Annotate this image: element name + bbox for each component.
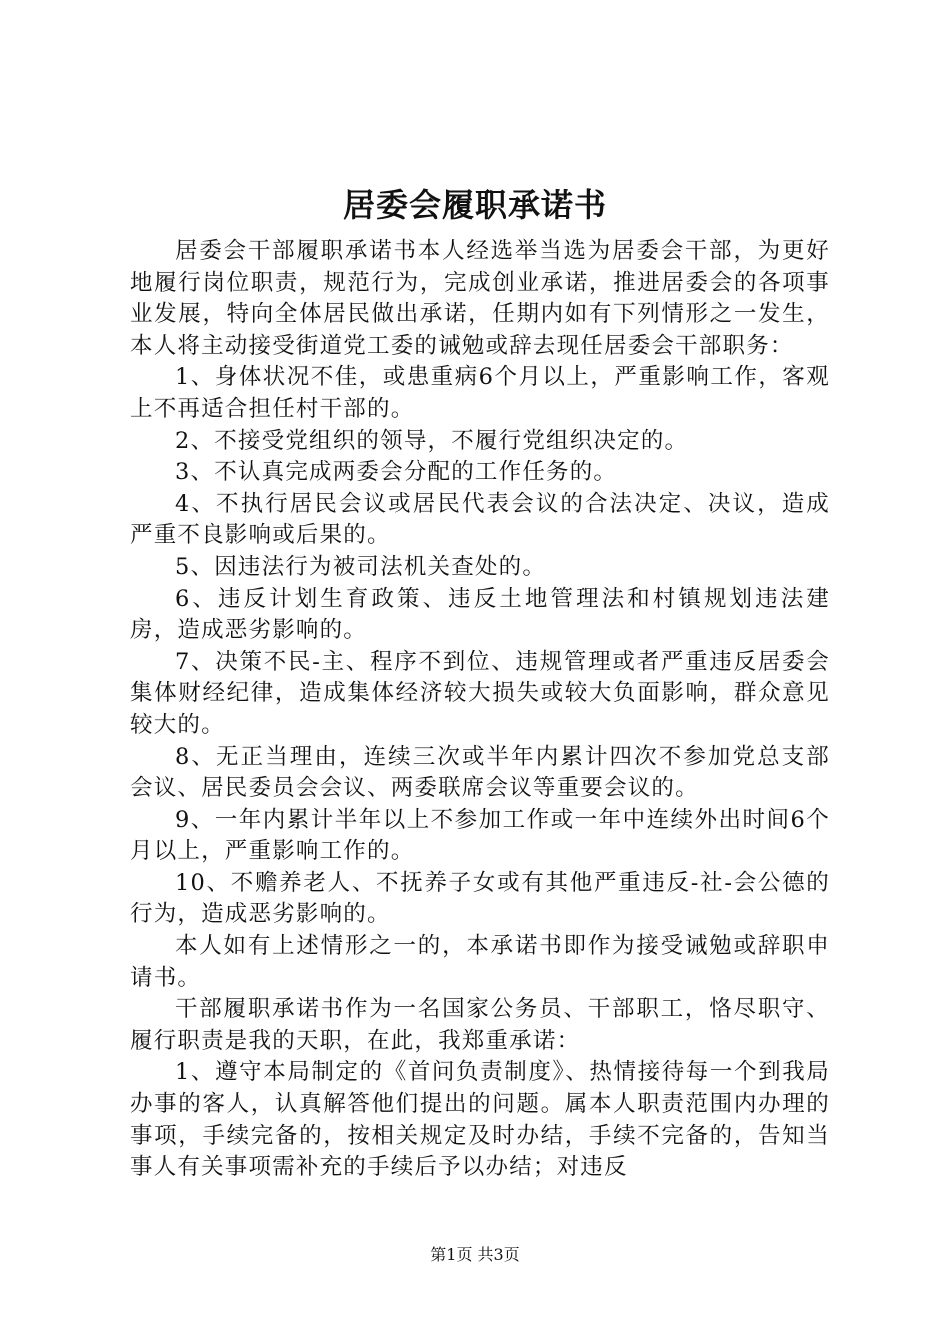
paragraph-item-6: 6、违反计划生育政策、违反土地管理法和村镇规划违法建房，造成恶劣影响的。 <box>130 585 830 644</box>
page-footer: 第1页 共3页 <box>430 1245 520 1264</box>
document-body <box>130 236 830 1184</box>
paragraph-item-10: 10、不赡养老人、不抚养子女或有其他严重违反-社-会公德的行为，造成恶劣影响的。 <box>130 869 830 928</box>
paragraph-item-4: 4、不执行居民会议或居民代表会议的合法决定、决议，造成严重不良影响或后果的。 <box>130 490 830 549</box>
document-title: 居委会履职承诺书 <box>342 186 607 224</box>
paragraph-item-2: 2、不接受党组织的领导，不履行党组织决定的。 <box>175 427 689 454</box>
paragraph-item-9: 9、一年内累计半年以上不参加工作或一年中连续外出时间6个月以上，严重影响工作的。 <box>130 806 830 865</box>
paragraph-second-item-1: 1、遵守本局制定的《首问负责制度》、热情接待每一个到我局办事的客人，认真解答他们提出的问题。属本人职责范围内办理的事项，手续完备的，按相关规定及时办结，手续不完备的，告知当事人有关事项需补充的手续后予以办结；对违反 <box>130 1059 830 1181</box>
paragraph-second-intro: 干部履职承诺书作为一名国家公务员、干部职工，恪尽职守、履行职责是我的天职，在此，我郑重承诺： <box>130 996 830 1054</box>
paragraph-item-1: 1、身体状况不佳，或患重病6个月以上，严重影响工作，客观上不再适合担任村干部的。 <box>130 364 830 422</box>
paragraph-item-3: 3、不认真完成两委会分配的工作任务的。 <box>175 459 618 486</box>
paragraph-item-7: 7、决策不民-主、程序不到位、违规管理或者严重违反居委会集体财经纪律，造成集体经济较大损失或较大负面影响，群众意见较大的。 <box>130 648 830 738</box>
paragraph-intro: 居委会干部履职承诺书本人经选举当选为居委会干部，为更好地履行岗位职责，规范行为，完成创业承诺，推进居委会的各项事业发展，特向全体居民做出承诺，任期内如有下列情形之一发生，本人将主动接受街道党工委的诫勉或辞去现任居委会干部职务： <box>130 238 830 359</box>
paragraph-item-8: 8、无正当理由，连续三次或半年内累计四次不参加党总支部会议、居民委员会会议、两委联席会议等重要会议的。 <box>130 743 830 802</box>
paragraph-conclusion: 本人如有上述情形之一的，本承诺书即作为接受诫勉或辞职申请书。 <box>130 933 830 991</box>
paragraph-item-5: 5、因违法行为被司法机关查处的。 <box>175 553 547 580</box>
